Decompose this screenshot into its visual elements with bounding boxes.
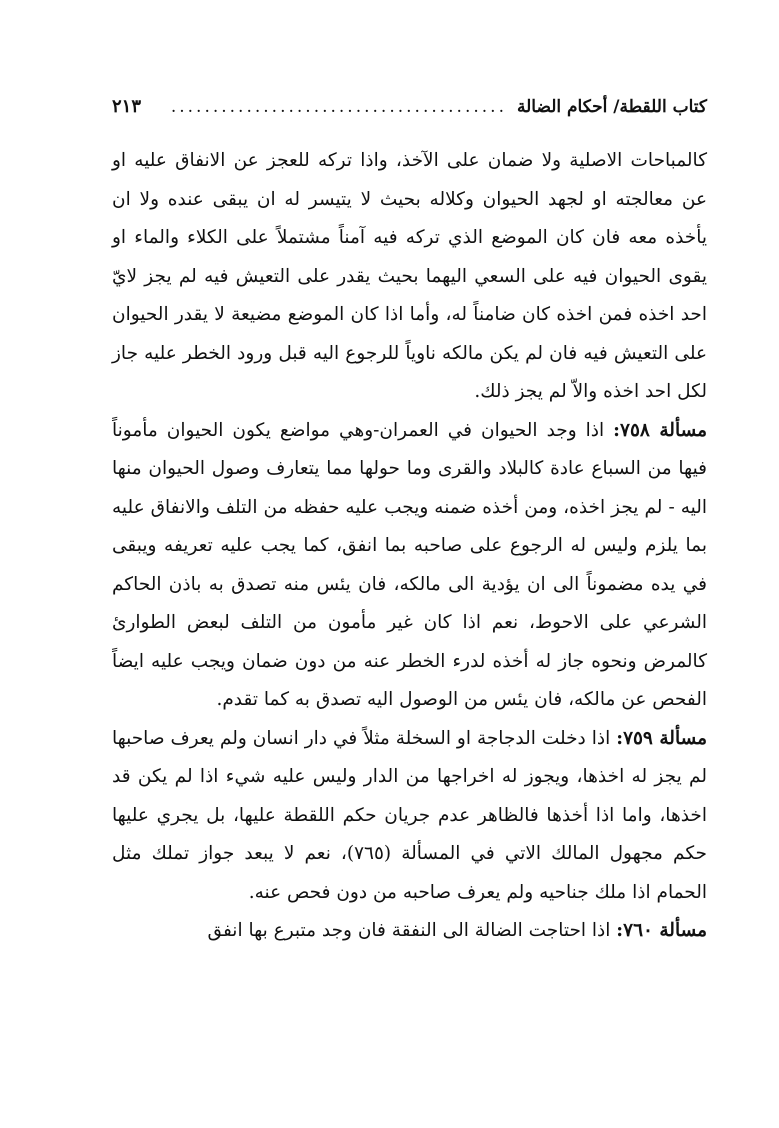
running-title: كتاب اللقطة/ أحكام الضالة [516, 97, 707, 117]
page-header [112, 96, 707, 126]
paragraph-text: كالمباحات الاصلية ولا ضمان على الآخذ، واذا تركه للعجز عن الانفاق عليه او عن معالجته او لجهد الحيوان وكلاله بحيث لا يتيسر له ان يبقى عنده ولا ان يأخذه معه فان كان الموضع الذي تركه فيه آمناً مشتملاً على الكلاء والماء او يقوى الحيوان فيه على السعي اليهما بحيث يقدر على التعيش فيه لم يجز لايّ احد اخذه فمن اخذه كان ضامناً له، وأما اذا كان الموضع مضيعة لا يقدر الحيوان على التعيش فيه فان لم يكن مالكه ناوياً للرجوع اليه قبل ورود الخطر عليه جاز لكل احد اخذه والاّ لم يجز ذلك. [112, 150, 707, 402]
ruling-759 [112, 720, 707, 913]
paragraph-text: اذا احتاجت الضالة الى النفقة فان وجد متبرع بها انفق [207, 920, 617, 941]
leader-dots: ........................................ [170, 97, 507, 117]
ruling-758 [112, 412, 707, 720]
page-number: ٢١٣ [112, 96, 142, 117]
paragraph-continuation [112, 142, 707, 412]
paragraph-text: اذا دخلت الدجاجة او السخلة مثلاً في دار انسان ولم يعرف صاحبها لم يجز له اخذها، ويجوز له اخراجها من الدار وليس عليه شيء اذا لم يكن قد اخذها، واما اذا أخذها فالظاهر عدم جريان حكم اللقطة عليها، بل يجري عليها حكم مجهول المالك الاتي في المسألة (٧٦٥)، نعم لا يبعد جواز تملك مثل الحمام اذا ملك جناحيه ولم يعرف صاحبه من دون فحص عنه. [112, 727, 707, 903]
page-body [112, 142, 707, 951]
ruling-label: مسألة ٧٥٨: [613, 419, 707, 441]
ruling-label: مسألة ٧٦٠: [616, 920, 707, 941]
ruling-760 [112, 912, 707, 951]
paragraph-text: اذا وجد الحيوان في العمران-وهي مواضع يكون الحيوان مأموناً فيها من السباع عادة كالبلاد والقرى وما حولها مما يتعارف وصول الحيوان منها اليه - لم يجز اخذه، ومن أخذه ضمنه ويجب عليه حفظه من التلف والانفاق عليه بما يلزم وليس له الرجوع على صاحبه بما انفق، كما يجب عليه تعريفه ويبقى في يده مضموناً الى ان يؤدية الى مالكه، فان يئس منه تصدق به باذن الحاكم الشرعي على الاحوط، نعم اذا كان غير مأمون من التلف لبعض الطوارئ كالمرض ونحوه جاز له أخذه لدرء الخطر عنه من دون ضمان ويجب عليه ايضاً الفحص عن مالكه، فان يئس من الوصول اليه تصدق به كما تقدم. [112, 419, 707, 710]
ruling-label: مسألة ٧٥٩: [616, 727, 707, 749]
